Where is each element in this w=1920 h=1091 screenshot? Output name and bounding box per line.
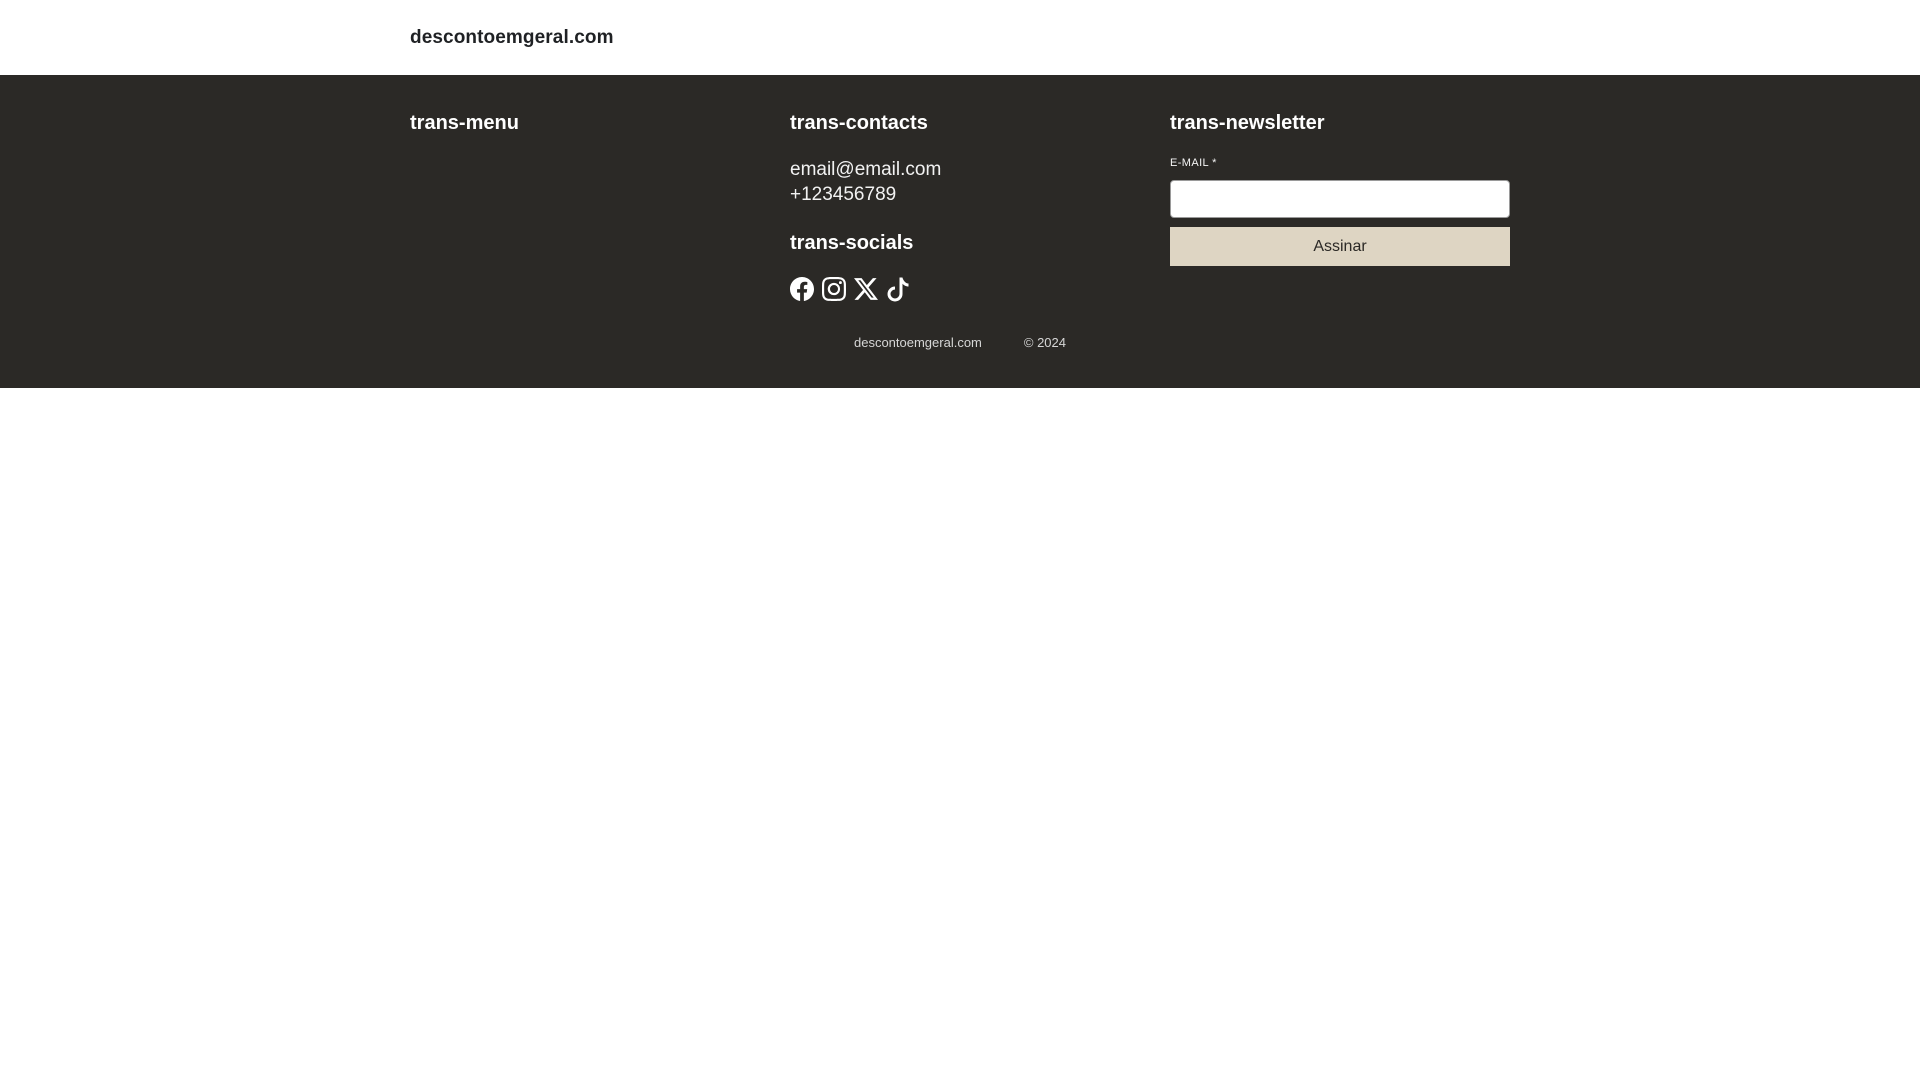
facebook-icon[interactable]: [790, 277, 814, 301]
empty-page-body: [0, 388, 1920, 1091]
footer-newsletter-column: [1170, 111, 1510, 301]
footer-socials-title: trans-socials: [790, 232, 914, 254]
instagram-icon[interactable]: [822, 277, 846, 301]
header: [0, 0, 1920, 75]
footer-contacts-title: trans-contacts: [790, 112, 928, 134]
contact-phone-link[interactable]: +123456789: [790, 184, 897, 205]
tiktok-icon[interactable]: [886, 277, 910, 301]
site-logo[interactable]: descontoemgeral.com: [410, 26, 614, 48]
footer-bottom-bar: [410, 335, 1510, 350]
footer-site-name: descontoemgeral.com: [853, 335, 982, 350]
footer-newsletter-title: trans-newsletter: [1170, 112, 1325, 134]
footer-contacts-column: [790, 111, 1130, 301]
footer-menu-title: trans-menu: [410, 112, 519, 134]
newsletter-subscribe-button[interactable]: Assinar: [1170, 227, 1510, 266]
footer: [0, 75, 1920, 388]
newsletter-form: [1170, 157, 1510, 266]
email-label: E-MAIL *: [1170, 157, 1217, 169]
footer-menu-column: [410, 111, 750, 301]
social-links: [790, 277, 1130, 301]
newsletter-email-input[interactable]: [1170, 180, 1510, 218]
footer-columns: [410, 111, 1510, 301]
footer-copyright: © 2024: [1023, 335, 1067, 350]
contact-email-link[interactable]: email@email.com: [790, 159, 942, 180]
x-twitter-icon[interactable]: [854, 277, 878, 301]
